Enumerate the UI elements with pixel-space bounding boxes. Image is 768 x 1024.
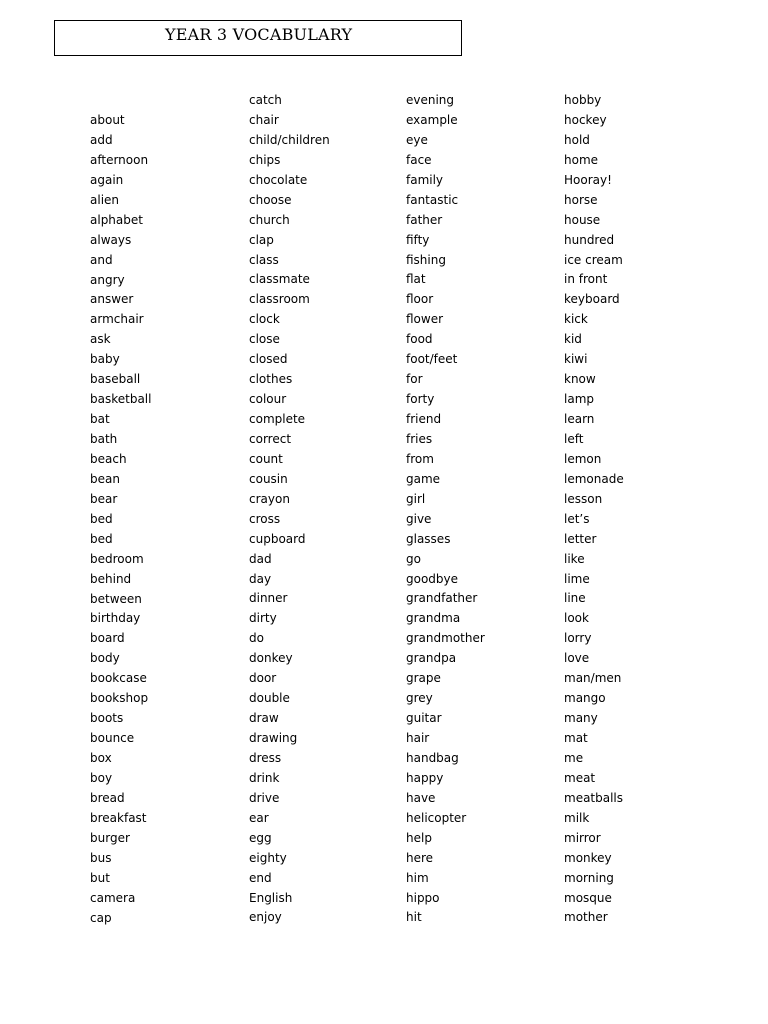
vocabulary-word: handbag: [406, 750, 459, 765]
vocabulary-word: hit: [406, 910, 422, 925]
vocabulary-word: face: [406, 152, 432, 167]
vocabulary-word: crayon: [249, 491, 290, 506]
vocabulary-word: lesson: [564, 491, 603, 506]
vocabulary-word: cap: [90, 910, 112, 925]
vocabulary-word: home: [564, 152, 599, 167]
vocabulary-word: Hooray!: [564, 172, 612, 187]
vocabulary-word: example: [406, 112, 458, 127]
vocabulary-word: glasses: [406, 531, 451, 546]
vocabulary-word: meat: [564, 770, 596, 785]
vocabulary-word: baseball: [90, 372, 141, 387]
vocabulary-word: lemonade: [564, 471, 624, 486]
vocabulary-word: left: [564, 431, 584, 446]
vocabulary-word: guitar: [406, 711, 442, 726]
vocabulary-word: enjoy: [249, 910, 282, 925]
vocabulary-word: food: [406, 332, 433, 347]
vocabulary-word: bus: [90, 850, 112, 865]
vocabulary-word: bookcase: [90, 671, 147, 686]
vocabulary-word: clock: [249, 312, 280, 327]
vocabulary-word: bed: [90, 531, 113, 546]
vocabulary-word: complete: [249, 412, 306, 426]
word-column-4: [564, 91, 624, 928]
vocabulary-word: him: [406, 870, 429, 885]
vocabulary-word: alien: [90, 192, 120, 207]
vocabulary-word: fifty: [406, 232, 430, 247]
vocabulary-word: from: [406, 451, 434, 466]
vocabulary-word: drink: [249, 770, 280, 785]
vocabulary-word: bedroom: [90, 551, 144, 566]
vocabulary-word: know: [564, 372, 596, 387]
vocabulary-word: lime: [564, 571, 590, 586]
vocabulary-word: girl: [406, 491, 426, 506]
vocabulary-word: line: [564, 591, 586, 606]
vocabulary-word: board: [90, 631, 125, 646]
vocabulary-word: mirror: [564, 830, 601, 845]
vocabulary-word: drawing: [249, 731, 298, 745]
vocabulary-word: love: [564, 651, 590, 666]
vocabulary-word: dinner: [249, 591, 288, 606]
vocabulary-word: chips: [249, 152, 281, 167]
vocabulary-word: count: [249, 451, 283, 466]
vocabulary-word: happy: [406, 770, 444, 785]
vocabulary-word: mother: [564, 910, 608, 925]
vocabulary-word: angry: [90, 272, 125, 287]
vocabulary-word: do: [249, 631, 264, 646]
vocabulary-word: close: [249, 332, 280, 347]
vocabulary-word: chair: [249, 112, 279, 127]
vocabulary-word: meatballs: [564, 790, 624, 805]
vocabulary-word: house: [564, 212, 601, 227]
vocabulary-word: father: [406, 212, 443, 227]
vocabulary-word: evening: [406, 93, 455, 107]
vocabulary-word: mango: [564, 691, 606, 706]
vocabulary-word: body: [90, 651, 120, 666]
vocabulary-word: afternoon: [90, 152, 149, 167]
vocabulary-word: go: [406, 551, 421, 566]
vocabulary-word: kick: [564, 312, 588, 327]
vocabulary-word: eighty: [249, 850, 287, 865]
vocabulary-word: milk: [564, 810, 590, 825]
vocabulary-word: classmate: [249, 272, 310, 287]
vocabulary-word: me: [564, 750, 584, 765]
vocabulary-word: family: [406, 172, 444, 187]
vocabulary-word: between: [90, 591, 142, 606]
vocabulary-word: correct: [249, 431, 292, 446]
vocabulary-word: morning: [564, 870, 614, 885]
vocabulary-word: but: [90, 870, 110, 885]
vocabulary-word: end: [249, 870, 272, 885]
vocabulary-word: horse: [564, 192, 598, 207]
vocabulary-word: burger: [90, 830, 130, 845]
vocabulary-word: in front: [564, 272, 608, 287]
vocabulary-word: dirty: [249, 611, 277, 626]
vocabulary-word: grandpa: [406, 651, 457, 666]
page-title: YEAR 3 VOCABULARY: [165, 25, 353, 44]
vocabulary-word: English: [249, 890, 293, 905]
vocabulary-word: box: [90, 751, 112, 765]
vocabulary-word: man/men: [564, 671, 622, 686]
vocabulary-word: look: [564, 611, 589, 626]
vocabulary-word: fishing: [406, 252, 446, 267]
vocabulary-word: foot/feet: [406, 352, 458, 367]
vocabulary-word: grey: [406, 691, 433, 706]
vocabulary-word: draw: [249, 711, 279, 726]
vocabulary-word: have: [406, 790, 436, 805]
vocabulary-word: add: [90, 132, 113, 147]
vocabulary-word: donkey: [249, 651, 293, 666]
vocabulary-word: friend: [406, 412, 442, 426]
vocabulary-word: again: [90, 172, 124, 187]
vocabulary-word: letter: [564, 531, 597, 546]
vocabulary-word: kid: [564, 332, 582, 347]
vocabulary-word: cousin: [249, 471, 288, 486]
vocabulary-word: lemon: [564, 451, 602, 466]
vocabulary-word: armchair: [90, 312, 144, 327]
vocabulary-word: about: [90, 113, 125, 127]
vocabulary-word: colour: [249, 392, 287, 407]
vocabulary-word: clothes: [249, 372, 293, 387]
vocabulary-word: chocolate: [249, 172, 308, 187]
vocabulary-word: bounce: [90, 731, 135, 746]
vocabulary-word: let’s: [564, 511, 590, 526]
vocabulary-word: birthday: [90, 611, 141, 626]
vocabulary-word: keyboard: [564, 292, 620, 307]
vocabulary-word: helicopter: [406, 810, 467, 825]
vocabulary-word: lamp: [564, 392, 594, 407]
vocabulary-word: bed: [90, 511, 113, 526]
vocabulary-word: bear: [90, 491, 118, 506]
vocabulary-word: grandmother: [406, 631, 485, 646]
vocabulary-word: cupboard: [249, 531, 306, 546]
vocabulary-word: monkey: [564, 850, 612, 865]
vocabulary-word: eye: [406, 132, 428, 147]
vocabulary-word: ask: [90, 332, 111, 347]
vocabulary-word: hockey: [564, 112, 607, 127]
vocabulary-word: forty: [406, 392, 435, 407]
vocabulary-word: give: [406, 511, 432, 526]
vocabulary-word: cross: [249, 511, 281, 526]
vocabulary-word: mosque: [564, 890, 612, 905]
vocabulary-word: bread: [90, 790, 125, 805]
vocabulary-word: baby: [90, 352, 120, 367]
vocabulary-word: many: [564, 711, 598, 726]
vocabulary-word: behind: [90, 571, 132, 586]
vocabulary-word: choose: [249, 192, 292, 207]
vocabulary-word: answer: [90, 292, 134, 307]
vocabulary-word: closed: [249, 352, 288, 367]
vocabulary-word: hippo: [406, 890, 440, 905]
vocabulary-word: dad: [249, 551, 272, 566]
vocabulary-word: ear: [249, 810, 269, 825]
vocabulary-word: dress: [249, 750, 282, 765]
vocabulary-word: help: [406, 830, 432, 845]
vocabulary-word: goodbye: [406, 571, 459, 586]
vocabulary-word: hold: [564, 132, 590, 147]
vocabulary-word: drive: [249, 790, 280, 805]
vocabulary-word: boy: [90, 770, 113, 785]
vocabulary-word: breakfast: [90, 810, 147, 825]
vocabulary-word: fries: [406, 431, 433, 446]
vocabulary-word: camera: [90, 890, 136, 905]
vocabulary-word: and: [90, 252, 113, 267]
vocabulary-word: mat: [564, 731, 588, 745]
vocabulary-word: for: [406, 372, 423, 387]
vocabulary-word: double: [249, 691, 290, 706]
vocabulary-word: lorry: [564, 631, 592, 646]
vocabulary-word: day: [249, 571, 272, 586]
vocabulary-word: class: [249, 252, 279, 267]
vocabulary-word: basketball: [90, 392, 152, 407]
vocabulary-word: kiwi: [564, 352, 588, 367]
vocabulary-word: flower: [406, 312, 444, 327]
vocabulary-word: always: [90, 232, 132, 247]
vocabulary-word: ice cream: [564, 252, 623, 267]
vocabulary-word: catch: [249, 93, 282, 107]
vocabulary-word: door: [249, 671, 277, 686]
vocabulary-word: clap: [249, 232, 274, 247]
vocabulary-word: grape: [406, 671, 441, 686]
vocabulary-word: bat: [90, 412, 110, 427]
vocabulary-word: learn: [564, 412, 595, 426]
vocabulary-word: classroom: [249, 292, 310, 307]
vocabulary-word: fantastic: [406, 192, 459, 207]
vocabulary-word: bath: [90, 432, 118, 446]
vocabulary-word: bean: [90, 471, 120, 486]
vocabulary-word: game: [406, 471, 441, 486]
vocabulary-word: hundred: [564, 232, 615, 247]
vocabulary-word: hair: [406, 731, 430, 745]
word-column-3: [406, 91, 485, 928]
vocabulary-word: bookshop: [90, 691, 149, 706]
vocabulary-word: alphabet: [90, 212, 143, 227]
vocabulary-word: grandma: [406, 611, 461, 626]
vocabulary-word: flat: [406, 272, 426, 287]
vocabulary-word: boots: [90, 711, 124, 726]
vocabulary-word: child/children: [249, 132, 330, 147]
title-box: [54, 20, 462, 56]
vocabulary-word: church: [249, 212, 290, 227]
word-column-1: [90, 111, 151, 928]
vocabulary-word: like: [564, 551, 585, 566]
vocabulary-word: egg: [249, 830, 272, 845]
vocabulary-word: floor: [406, 292, 434, 307]
vocabulary-word: beach: [90, 451, 127, 466]
vocabulary-word: hobby: [564, 93, 602, 107]
word-column-2: [249, 91, 330, 928]
vocabulary-word: grandfather: [406, 591, 478, 606]
vocabulary-word: here: [406, 850, 434, 865]
